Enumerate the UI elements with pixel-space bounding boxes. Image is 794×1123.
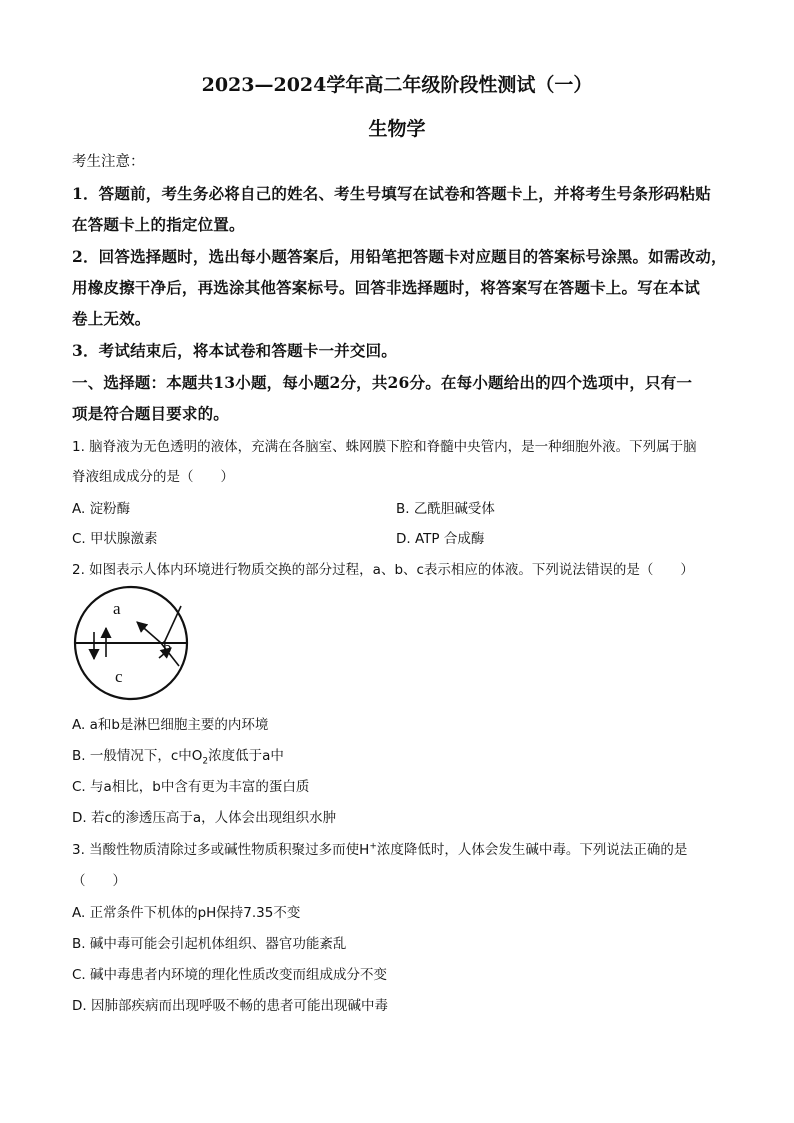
q3-option-b: B. 碱中毒可能会引起机体组织、器官功能紊乱 — [72, 936, 347, 952]
q3-option-c: C. 碱中毒患者内环境的理化性质改变而组成成分不变 — [72, 967, 388, 983]
notice-item-1-line-2: 在答题卡上的指定位置。 — [72, 215, 245, 234]
label-a: a — [113, 599, 121, 618]
q2-option-d: D. 若c的渗透压高于a，人体会出现组织水肿 — [72, 810, 337, 826]
notice-item-2-line-1: 2．回答选择题时，选出每小题答案后，用铅笔把答题卡对应题目的答案标号涂黑。如需改动， — [72, 247, 727, 266]
q3-stem-line-1: 3. 当酸性物质清除过多或碱性物质积聚过多而使H+浓度降低时，人体会发生碱中毒。下列说法正确的是 — [72, 841, 688, 858]
notice-item-2-line-3: 卷上无效。 — [72, 309, 151, 328]
q3-stem-line-2: （ ） — [72, 873, 126, 889]
notice-item-1-line-1: 1．答题前，考生务必将自己的姓名、考生号填写在试卷和答题卡上，并将考生号条形码粘贴 — [72, 184, 711, 203]
label-c: c — [115, 667, 123, 686]
q1-stem-line-2: 脊液组成成分的是（ ） — [72, 469, 234, 485]
body-fluid-diagram — [66, 582, 196, 704]
section-heading-line-1: 一、选择题：本题共13小题，每小题2分，共26分。在每小题给出的四个选项中，只有一 — [72, 373, 693, 392]
q1-option-b: B. 乙酰胆碱受体 — [396, 501, 495, 517]
section-heading-line-2: 项是符合题目要求的。 — [72, 404, 230, 423]
label-b: b — [163, 638, 172, 657]
q2-stem: 2. 如图表示人体内环境进行物质交换的部分过程，a、b、c表示相应的体液。下列说法错误的是（ ） — [72, 562, 694, 578]
notice-heading: 考生注意： — [72, 154, 145, 170]
q2-option-b: B. 一般情况下，c中$O_2$浓度低于a中 — [72, 748, 284, 767]
arrow-b-to-a — [137, 622, 161, 643]
exam-title: 2023—2024学年高二年级阶段性测试（一） — [201, 74, 593, 96]
subject-title: 生物学 — [368, 118, 426, 140]
q1-stem-line-1: 1. 脑脊液为无色透明的液体，充满在各脑室、蛛网膜下腔和脊髓中央管内，是一种细胞外液。下列属于脑 — [72, 439, 697, 455]
q3-option-a: A. 正常条件下机体的pH保持7.35不变 — [72, 905, 301, 921]
q2-option-c: C. 与a相比，b中含有更为丰富的蛋白质 — [72, 779, 310, 795]
q1-option-c: C. 甲状腺激素 — [72, 531, 158, 547]
q1-option-a: A. 淀粉酶 — [72, 501, 131, 517]
q3-option-d: D. 因肺部疾病而出现呼吸不畅的患者可能出现碱中毒 — [72, 998, 388, 1014]
q2-option-a: A. a和b是淋巴细胞主要的内环境 — [72, 717, 269, 733]
notice-item-2-line-2: 用橡皮擦干净后，再选涂其他答案标号。回答非选择题时，将答案写在答题卡上。写在本试 — [72, 278, 701, 297]
notice-item-3-line-1: 3．考试结束后，将本试卷和答题卡一并交回。 — [72, 341, 397, 360]
q1-option-d: D. ATP 合成酶 — [396, 531, 485, 547]
